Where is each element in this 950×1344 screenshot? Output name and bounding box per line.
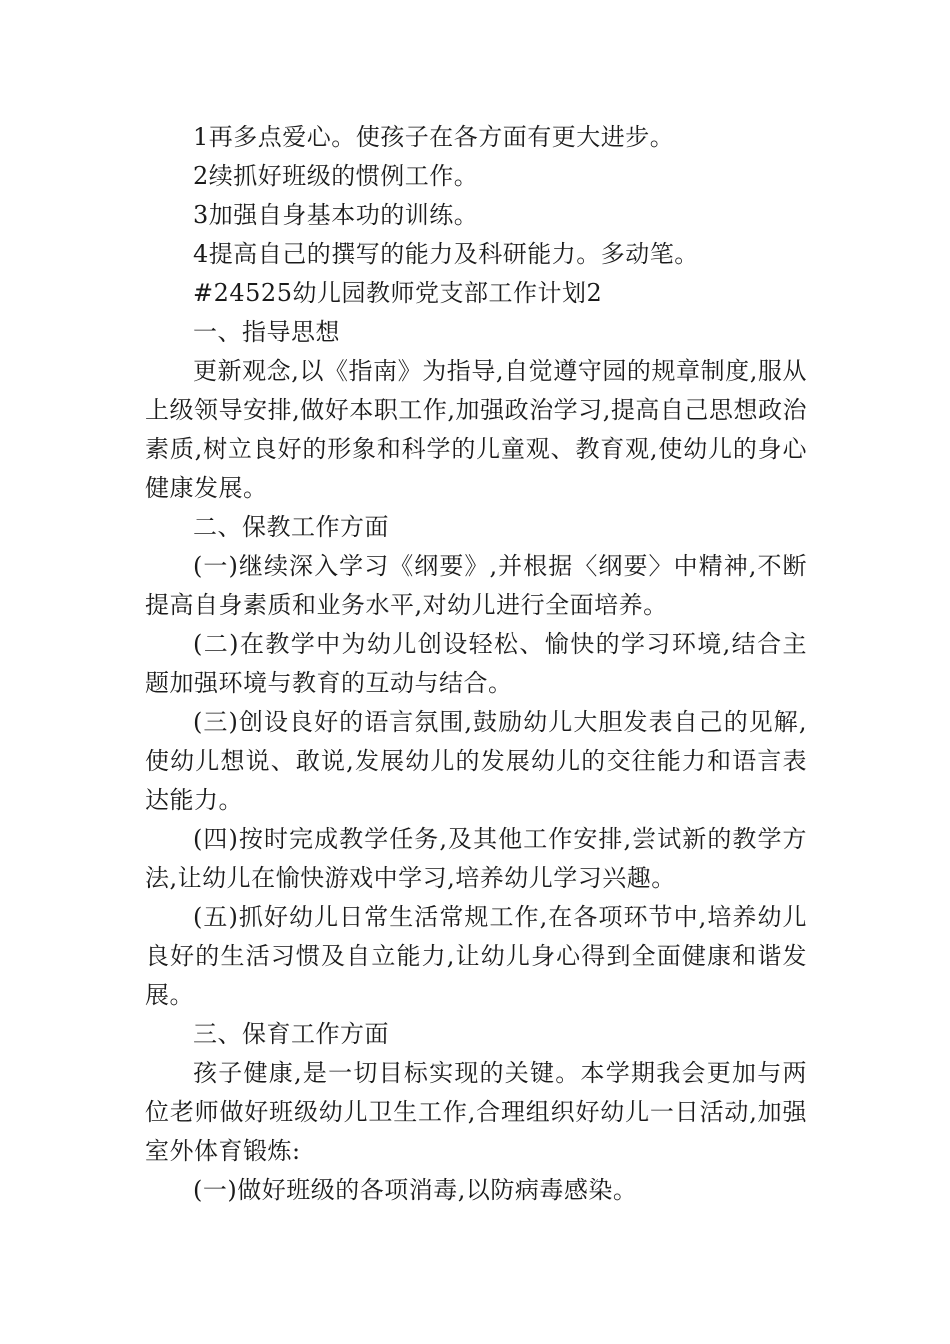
paragraph-teaching-4: (四)按时完成教学任务,及其他工作安排,尝试新的教学方法,让幼儿在愉快游戏中学习,培养幼儿学习兴趣。 — [145, 825, 807, 892]
heading-care-work: 三、保育工作方面 — [193, 1020, 389, 1048]
paragraph-item-1: 1再多点爱心。使孩子在各方面有更大进步。 — [193, 123, 675, 151]
paragraph-teaching-2: (二)在教学中为幼儿创设轻松、愉快的学习环境,结合主题加强环境与教育的互动与结合。 — [145, 630, 807, 697]
heading-teaching-work: 二、保教工作方面 — [193, 513, 389, 541]
paragraph-item-2: 2续抓好班级的惯例工作。 — [193, 162, 479, 190]
paragraph-guiding-thought: 更新观念,以《指南》为指导,自觉遵守园的规章制度,服从上级领导安排,做好本职工作,加强政治学习,提高自己思想政治素质,树立良好的形象和科学的儿童观、教育观,使幼儿的身心健康发展。 — [145, 357, 807, 502]
paragraph-care-1: (一)做好班级的各项消毒,以防病毒感染。 — [193, 1176, 638, 1204]
paragraph-item-4: 4提高自己的撰写的能力及科研能力。多动笔。 — [193, 240, 699, 268]
paragraph-care-intro: 孩子健康,是一切目标实现的关键。本学期我会更加与两位老师做好班级幼儿卫生工作,合理组织好幼儿一日活动,加强室外体育锻炼: — [145, 1059, 807, 1165]
heading-guiding-thought: 一、指导思想 — [193, 318, 340, 346]
section-title: #24525幼儿园教师党支部工作计划2 — [193, 279, 603, 307]
paragraph-teaching-5: (五)抓好幼儿日常生活常规工作,在各项环节中,培养幼儿良好的生活习惯及自立能力,让幼儿身心得到全面健康和谐发展。 — [145, 903, 807, 1009]
document-body — [145, 118, 807, 1210]
paragraph-teaching-3: (三)创设良好的语言氛围,鼓励幼儿大胆发表自己的见解,使幼儿想说、敢说,发展幼儿的发展幼儿的交往能力和语言表达能力。 — [145, 708, 807, 814]
paragraph-item-3: 3加强自身基本功的训练。 — [193, 201, 479, 229]
paragraph-teaching-1: (一)继续深入学习《纲要》,并根据〈纲要〉中精神,不断提高自身素质和业务水平,对幼儿进行全面培养。 — [145, 552, 807, 619]
